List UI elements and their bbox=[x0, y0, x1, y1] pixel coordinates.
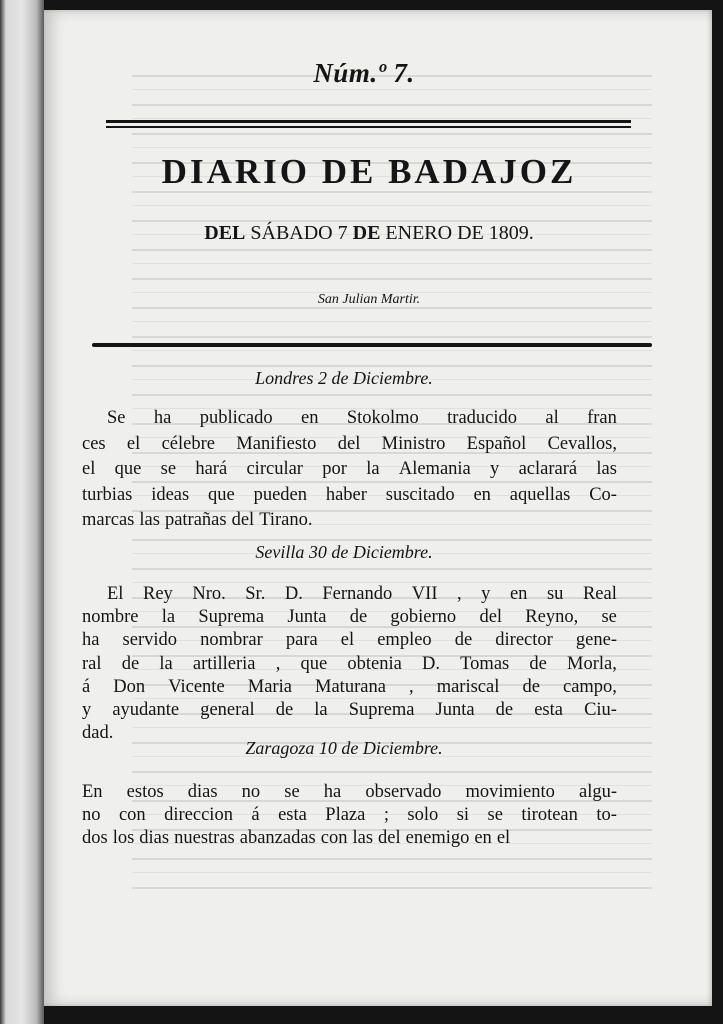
header-double-rule bbox=[106, 120, 631, 129]
article-line: turbias ideas que pueden haber suscitado en aquellas Co- bbox=[82, 484, 617, 505]
date-del: DEL bbox=[204, 222, 246, 244]
article-line: dad. bbox=[82, 723, 114, 744]
issue-number: Núm.º 7. bbox=[313, 58, 415, 88]
article-line: Se ha publicado en Stokolmo traducido al fran bbox=[107, 408, 617, 428]
article-line: á Don Vicente Maria Maturana , mariscal de campo, bbox=[82, 676, 617, 697]
book-binding-edge bbox=[0, 0, 44, 1024]
date-weekday: SÁBADO 7 bbox=[250, 222, 348, 244]
date-year: 1809. bbox=[488, 222, 534, 244]
article-line: el que se hará circular por la Alemania y aclarará las bbox=[82, 459, 617, 479]
article-dateline-londres: Londres 2 de Diciembre. bbox=[255, 368, 433, 388]
section-rule bbox=[92, 343, 652, 347]
article-line: ral de la artilleria , que obtenia D. Tomas de Morla, bbox=[82, 653, 617, 674]
article-dateline-zaragoza: Zaragoza 10 de Diciembre. bbox=[245, 738, 443, 758]
newspaper-page bbox=[44, 10, 712, 1006]
date-month: ENERO DE bbox=[385, 222, 484, 244]
article-line: ces el célebre Manifiesto del Ministro Español Cevallos, bbox=[82, 433, 617, 454]
article-line: En estos dias no se ha observado movimiento algu- bbox=[82, 782, 617, 802]
issue-date bbox=[104, 222, 634, 245]
saint-of-day: San Julian Martir. bbox=[317, 292, 421, 307]
article-line: dos los dias nuestras abanzadas con las del enemigo en el bbox=[82, 828, 511, 848]
article-line: no con direccion á esta Plaza ; solo si se tirotean to- bbox=[82, 805, 617, 825]
article-dateline-sevilla: Sevilla 30 de Diciembre. bbox=[255, 542, 433, 562]
newspaper-title: DIARIO DE BADAJOZ bbox=[161, 152, 577, 191]
article-line: nombre la Suprema Junta de gobierno del Reyno, se bbox=[82, 607, 617, 628]
article-line: El Rey Nro. Sr. D. Fernando VII , y en su Real bbox=[107, 584, 617, 604]
article-line: ha servido nombrar para el empleo de director gene- bbox=[82, 630, 617, 651]
date-de: DE bbox=[352, 222, 381, 244]
article-line: marcas las patrañas del Tirano. bbox=[82, 510, 313, 530]
article-line: y ayudante general de la Suprema Junta de esta Ciu- bbox=[82, 700, 617, 720]
